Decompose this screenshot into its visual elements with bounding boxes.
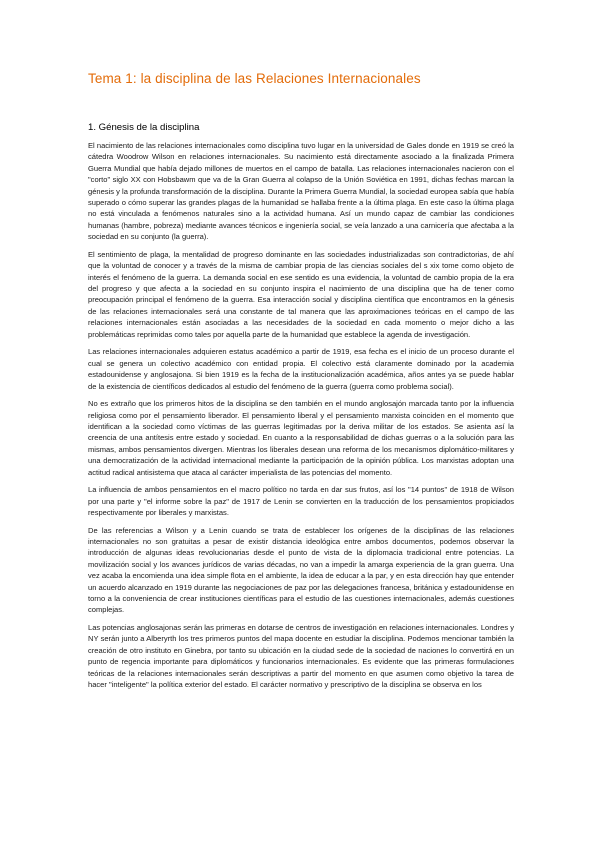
document-title: Tema 1: la disciplina de las Relaciones Internacionales: [88, 71, 421, 86]
body-paragraph: Las potencias anglosajonas serán las primeras en dotarse de centros de investigación en relaciones internacionales. Londres y NY serán junto a Alberyrth los tres primeros puntos del mapa docente en estudiar la disciplina. Podemos mencionar también la creación de otro instituto en Ginebra, por tanto su ubicación en la ciudad sede de la sociedad de naciones lo convertirá en un punto de regencia importante para diplomáticos y funcionarios internacionales. Es evidente que las primeras formulaciones teóricas de la relaciones internacionales serán descriptivas a partir del momento en que asumen como objetivo la tarea de hacer "inteligente" la política exterior del estado. El carácter normativo y prescriptivo de la disciplina se observa en los: [88, 622, 514, 689]
section-heading: 1. Génesis de la disciplina: [88, 122, 200, 133]
body-paragraph: Las relaciones internacionales adquieren estatus académico a partir de 1919, esa fecha es el inicio de un proceso durante el cual se genera un colectivo académico con entidad propia. El colectivo está claramente dominado por la academia estadounidense y anglosajona. Si bien 1919 es la fecha de la institucionalización académica, años antes ya se puede hablar de la existencia de científicos dedicados al estudio del fenómeno de la guerra (guerra como problema social).: [88, 347, 514, 391]
body-paragraph: De las referencias a Wilson y a Lenin cuando se trata de establecer los orígenes de la disciplinas de las relaciones internacionales no son gratuitas a pesar de existir distancia ideológica entre ambos documentos, podemos observar la introducción de algunas ideas revolucionarias desde el punto de vista de la diplomacia tradicional entre potencias. La movilización social y los avances jurídicos de varias décadas, no van a impedir la amarga experiencia de la gran guerra. Una vez acaba la encomienda una idea simple flota en el ambiente, la idea de educar a la par, y en esta dirección hay que entender un acuerdo alcanzado en 1919 durante las negociaciones de paz por las delegaciones francesa, británica y estadounidense en torno a la conveniencia de crear instituciones científicas para el estudio de las cuestiones internacionales, además cuestiones complejas.: [88, 525, 514, 615]
body-paragraph: La influencia de ambos pensamientos en el macro político no tarda en dar sus frutos, así los "14 puntos" de 1918 de Wilson por una parte y "el informe sobre la paz" de 1917 de Lenin se convierten en la traducción de los pensamientos propiciados respectivamente por liberales y marxistas.: [88, 485, 514, 517]
body-paragraph: El sentimiento de plaga, la mentalidad de progreso dominante en las sociedades industrializadas son contradictorias, de ahí que la voluntad de conocer y a través de la misma de cambiar propia de las ciencias sociales del s xix tome como objeto de interés el fenómeno de la guerra. La demanda social en ese sentido es una evidencia, la voluntad de cambio propia de la era del progreso y que afecta a la sociedad en su conjunto inspira el nacimiento de una disciplina que ha de tener como preocupación principal el fenómeno de la guerra. Esa interacción social y disciplina científica que encontramos en la génesis de las relaciones internacionales será una constante de tal manera que las aproximaciones teóricas en el campo de las relaciones internacionales están asociadas a las necesidades de la sociedad en cada momento o mejor dicho a las problemáticas reprimidas como tales por aquella parte de la humanidad que establece la agenda de investigación.: [88, 249, 514, 339]
body-paragraph: No es extraño que los primeros hitos de la disciplina se den también en el mundo anglosajón marcada tanto por la influencia religiosa como por el pensamiento liberador. El pensamiento liberal y el pensamiento marxista coinciden en el momento que identifican a la sociedad como víctimas de las guerras legitimadas por la deriva militar de los estados. Se asienta así la creencia de una antítesis entre estado y sociedad. En cuanto a la responsabilidad de dichas guerras o a la solución para las mismas, ambos pensamientos divergen. Mientras los liberales desean una reforma de los mecanismos diplomático-militares y una democratización de la actividad internacional mediante la participación de la opinión pública. Los marxistas adoptan una actitud radical antisistema que ataca al carácter imperialista de las potencias del momento.: [88, 399, 514, 477]
body-paragraph: El nacimiento de las relaciones internacionales como disciplina tuvo lugar en la universidad de Gales donde en 1919 se creó la cátedra Woodrow Wilson en relaciones internacionales. Su nacimiento está directamente asociado a la finalizada Primera Guerra Mundial que había dejado millones de muertos en el campo de batalla. Las relaciones internacionales nacieron con el "corto" siglo XX con Hobsbawm que va de la Gran Guerra al colapso de la Unión Soviética en 1991, dichas fechas marcan la génesis y la profunda transformación de la disciplina. Durante la Primera Guerra Mundial, la sociedad europea sabía que había superado o cómo superar las grandes plagas de la humanidad se hallaba frente a la última plaga. En este caso la última plaga no está vinculada a fenómenos naturales sino a la actividad humana. Así un mundo capaz de cambiar las condiciones humanas (hambre, pobreza) mediante avances técnicos e ingeniería social, se veía lanzado a una carnicería que afectaba a la sociedad en su conjunto (la guerra).: [88, 141, 514, 242]
